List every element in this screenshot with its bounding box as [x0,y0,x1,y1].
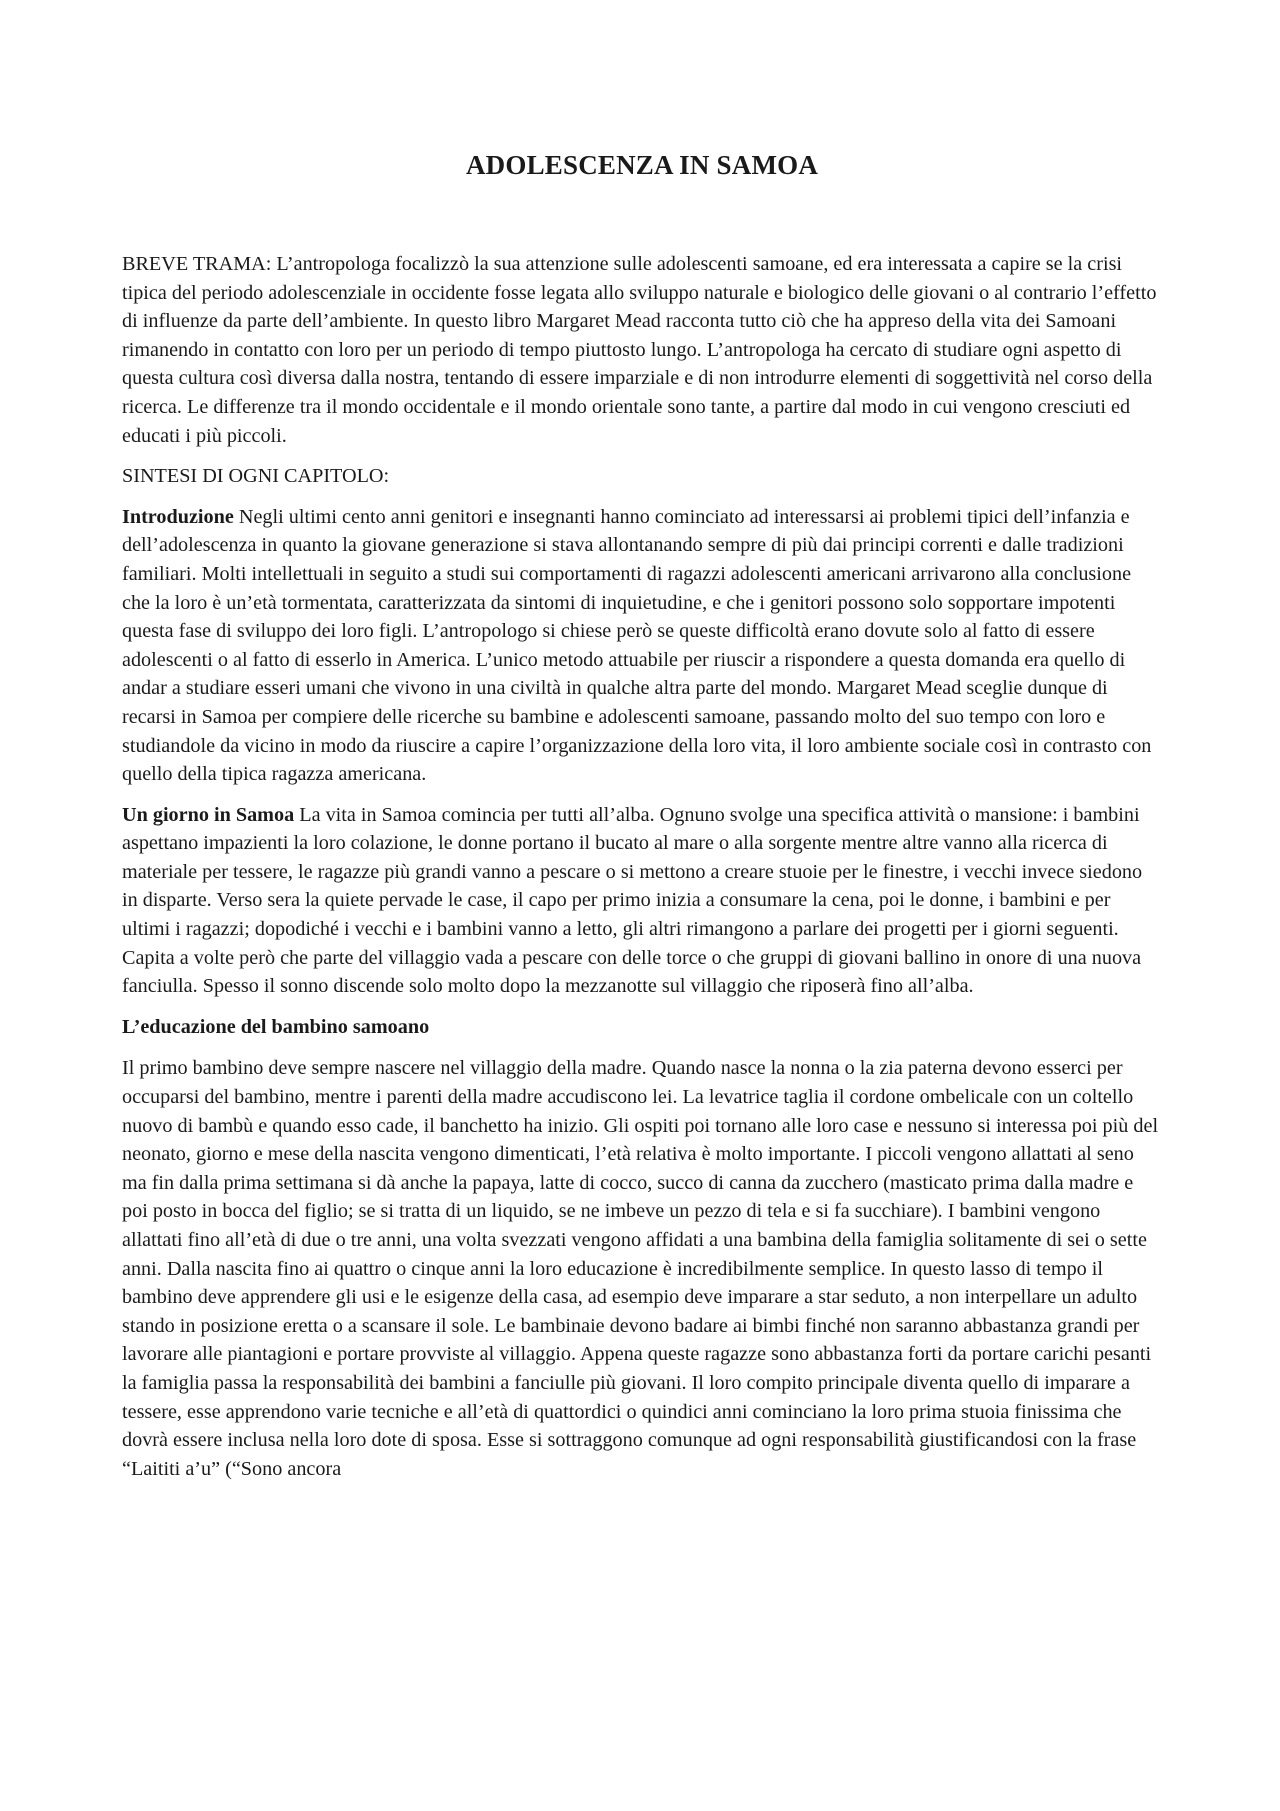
paragraph-un-giorno [122,801,1162,1001]
introduzione-label: Introduzione [122,505,234,528]
educazione-heading: L’educazione del bambino samoano [122,1015,430,1038]
introduzione-text: Negli ultimi cento anni genitori e insegnanti hanno cominciato ad interessarsi ai problemi tipici dell’infanzia e dell’adolescenza in quanto la giovane generazione si stava allontanando sempre di più dai principi correnti e dalle tradizioni familiari. Molti intellettuali in seguito a studi sui comportamenti di ragazzi adolescenti americani arrivarono alla conclusione che la loro è un’età tormentata, caratterizzata da sintomi di inquietudine, e che i genitori possono solo sopportare impotenti questa fase di sviluppo dei loro figli. L’antropologo si chiese però se queste difficoltà erano dovute solo al fatto di essere adolescenti o al fatto di esserlo in America. L’unico metodo attuabile per riuscir a rispondere a questa domanda era quello di andar a studiare esseri umani che vivono in una civiltà in qualche altra parte del mondo. Margaret Mead sceglie dunque di recarsi in Samoa per compiere delle ricerche su bambine e adolescenti samoane, passando molto del suo tempo con loro e studiandole da vicino in modo da riuscire a capire l’organizzazione della loro vita, il loro ambiente sociale così in contrasto con quello della tipica ragazza americana. [122,505,1152,786]
document-title: ADOLESCENZA IN SAMOA [465,150,819,180]
paragraph-breve-trama: BREVE TRAMA: L’antropologa focalizzò la sua attenzione sulle adolescenti samoane, ed era interessata a capire se la crisi tipica del periodo adolescenziale in occidente fosse legata allo sviluppo naturale e biologico delle giovani o al contrario l’effetto di influenze da parte dell’ambiente. In questo libro Margaret Mead racconta tutto ciò che ha appreso della vita dei Samoani rimanendo in contatto con loro per un periodo di tempo piuttosto lungo. L’antropologa ha cercato di studiare ogni aspetto di questa cultura così diversa dalla nostra, tentando di essere imparziale e di non introdurre elementi di soggettività nel corso della ricerca. Le differenze tra il mondo occidentale e il mondo orientale sono tante, a partire dal modo in cui vengono cresciuti ed educati i più piccoli. [122,253,1157,447]
document-body [122,250,1162,1495]
giorno-label: Un giorno in Samoa [122,803,295,826]
giorno-text: La vita in Samoa comincia per tutti all’alba. Ognuno svolge una specifica attività o mansione: i bambini aspettano impazienti la loro colazione, le donne portano il bucato al mare o alla sorgente mentre altre vanno alla ricerca di materiale per tessere, le ragazze più grandi vanno a pescare o si mettono a creare stuoie per le finestre, i vecchi invece siedono in disparte. Verso sera la quiete pervade le case, il capo per primo inizia a consumare la cena, poi le donne, i bambini e per ultimi i ragazzi; dopodiché i vecchi e i bambini vanno a letto, gli altri rimangono a parlare dei progetti per i giorni seguenti. Capita a volte però che parte del villaggio vada a pescare con delle torce o che gruppi di giovani ballino in onore di una nuova fanciulla. Spesso il sonno discende solo molto dopo la mezzanotte sul villaggio che riposerà fino all’alba. [122,803,1143,998]
sintesi-heading: SINTESI DI OGNI CAPITOLO: [122,465,390,488]
paragraph-introduzione [122,503,1162,789]
paragraph-educazione: Il primo bambino deve sempre nascere nel villaggio della madre. Quando nasce la nonna o la zia paterna devono esserci per occuparsi del bambino, mentre i parenti della madre accudiscono lei. La levatrice taglia il cordone ombelicale con un coltello nuovo di bambù e quando esso cade, il banchetto ha inizio. Gli ospiti poi tornano alle loro case e nessuno si interessa poi più del neonato, giorno e mese della nascita vengono dimenticati, l’età relativa è molto importante. I piccoli vengono allattati al seno ma fin dalla prima settimana si dà anche la papaya, latte di cocco, succo di canna da zucchero (masticato prima dalla madre e poi posto in bocca del figlio; se si tratta di un liquido, se ne imbeve un pezzo di tela e si fa succhiare). I bambini vengono allattati fino all’età di due o tre anni, una volta svezzati vengono affidati a una bambina della famiglia solitamente di sei o sette anni. Dalla nascita fino ai quattro o cinque anni la loro educazione è incredibilmente semplice. In questo lasso di tempo il bambino deve apprendere gli usi e le esigenze della casa, ad esempio deve imparare a star seduto, a non interpellare un adulto stando in posizione eretta o a scansare il sole. Le bambinaie devono badare ai bimbi finché non saranno abbastanza grandi per lavorare alle piantagioni e portare provviste al villaggio. Appena queste ragazze sono abbastanza forti da portare carichi pesanti la famiglia passa la responsabilità dei bambini a fanciulle più giovani. Il loro compito principale diventa quello di imparare a tessere, esse apprendono varie tecniche e all’età di quattordici o quindici anni cominciano la loro prima stuoia finissima che dovrà essere inclusa nella loro dote di sposa. Esse si sottraggono comunque ad ogni responsabilità giustificandosi con la frase “Laititi a’u” (“Sono ancora [122,1057,1159,1480]
